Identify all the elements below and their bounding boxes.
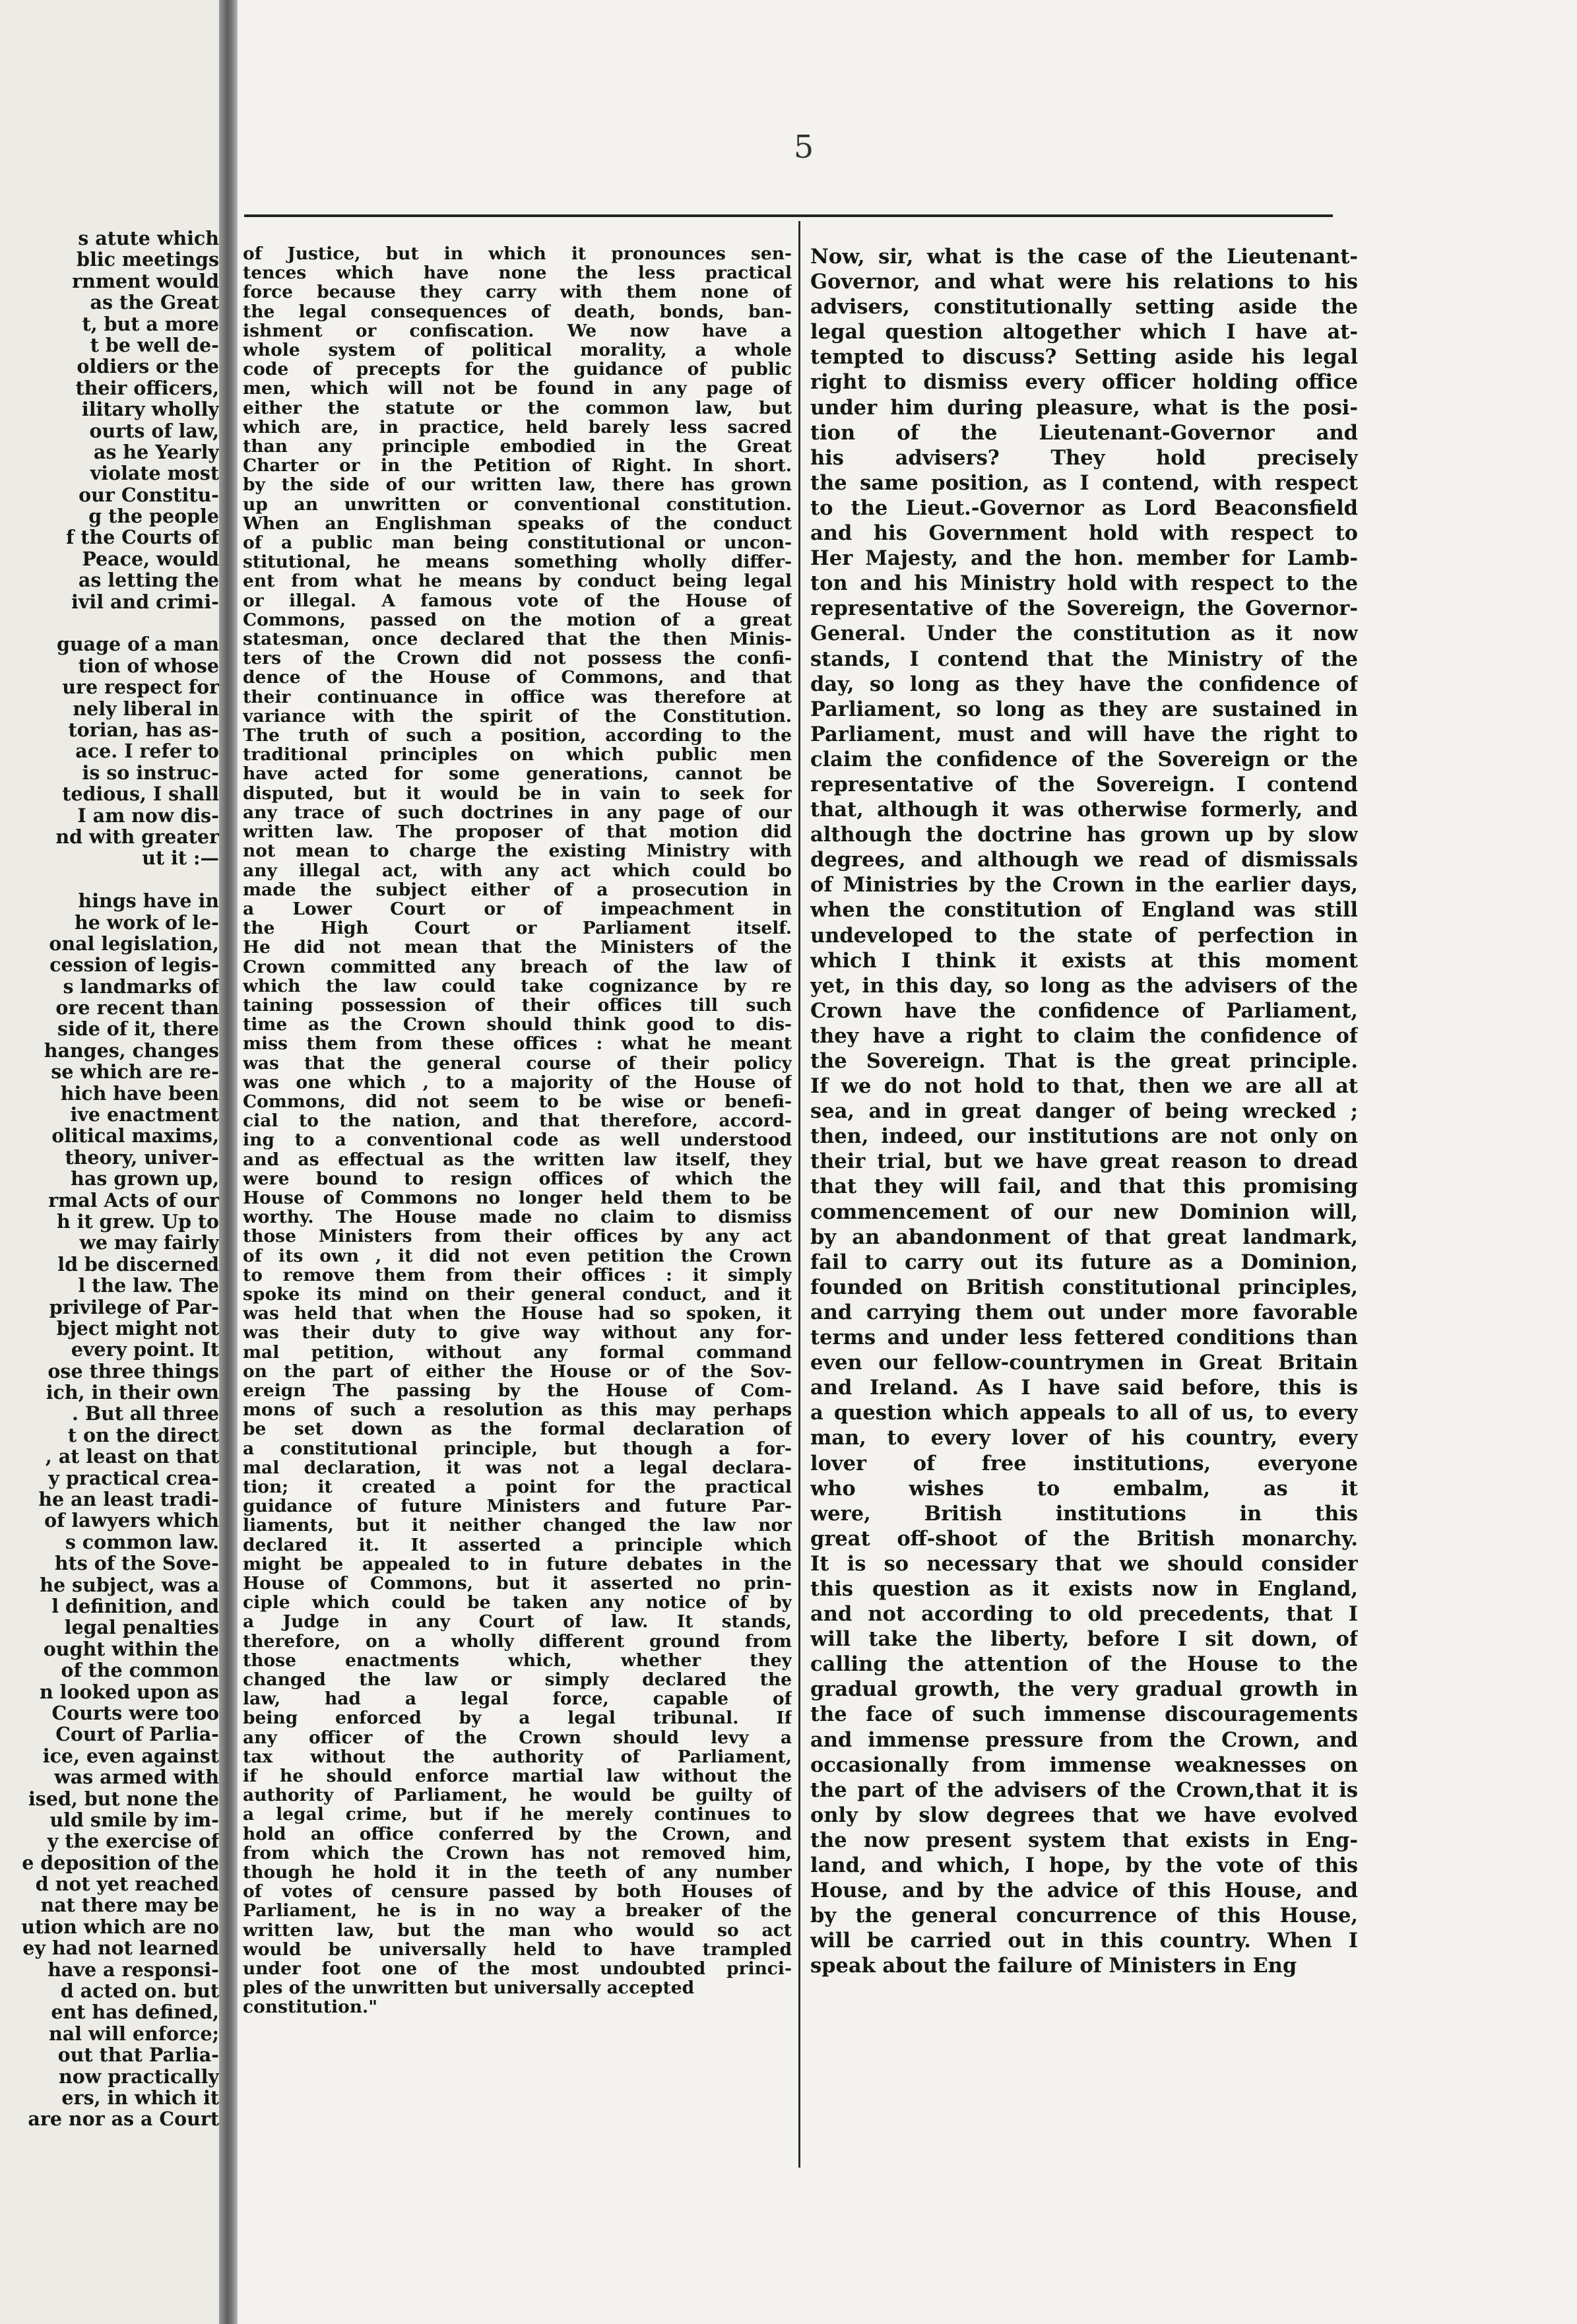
text-line: even our fellow-countrymen in Great Britain [810, 1351, 1358, 1375]
text-line: f the Courts of [66, 526, 219, 549]
text-line: men, which will not be found in any page of [243, 379, 792, 399]
text-line: the High Court or Parliament itself. [243, 919, 792, 938]
text-line: not mean to charge the existing Ministry with [243, 841, 792, 861]
text-line: ich, in their own [46, 1381, 219, 1404]
text-line: legal penalties [64, 1616, 219, 1639]
text-line: ought within the [43, 1637, 219, 1660]
text-line: representative of the Sovereign. I contend [810, 772, 1358, 796]
text-line: s common law. [65, 1530, 219, 1553]
text-line: ton and his Ministry hold with respect to the [810, 571, 1358, 596]
text-line: t on the direct [67, 1423, 219, 1446]
text-line: which I think it exists at this moment [810, 948, 1358, 973]
text-line: those Ministers from their offices by any act [243, 1227, 792, 1246]
text-line: violate most [90, 462, 219, 485]
text-line: as letting the [78, 569, 219, 592]
text-line: now practically [59, 2065, 219, 2088]
text-line: ice, even against [42, 1744, 219, 1767]
text-line: which are, in practice, held barely less sacred [243, 417, 792, 437]
text-line: commencement of our new Dominion will, [810, 1200, 1358, 1224]
text-line: legal question altogether which I have at- [810, 320, 1358, 344]
text-line: their trial, but we have great reason to dread [810, 1149, 1358, 1174]
text-line: He did not mean that the Ministers of the [243, 938, 792, 957]
text-line: d acted on. but [60, 1980, 219, 2003]
text-line: miss them from these offices : what he meant [243, 1034, 792, 1054]
text-line: tion of whose [78, 654, 219, 677]
text-line: any trace of such doctrines in any page of our [243, 802, 792, 823]
text-line: ples of the unwritten but universally accepted [243, 1978, 695, 1998]
text-line: were bound to resign offices of which the [243, 1169, 792, 1188]
text-line: cial to the nation, and that therefore, accord- [243, 1111, 792, 1131]
text-line: nat there may be [40, 1894, 219, 1917]
text-line: out that Parlia- [57, 2044, 219, 2067]
text-line: occasionally from immense weaknesses on [810, 1753, 1358, 1777]
text-line: and not according to old precedents, that I [810, 1602, 1358, 1627]
text-line: d not yet reached [35, 1873, 219, 1896]
text-line: House of Commons no longer held them to be [243, 1188, 792, 1208]
text-line: therefore, on a wholly different ground from [243, 1631, 792, 1651]
text-line: as he Yearly [93, 440, 219, 463]
text-line: a Lower Court or of impeachment in [243, 899, 792, 919]
text-line: a question which appeals to all of us, to every [810, 1401, 1358, 1425]
text-line: ters of the Crown did not possess the confi- [243, 649, 792, 668]
text-line: to remove them from their offices : it simply [243, 1265, 792, 1285]
text-line: Her Majesty, and the hon. member for Lamb- [810, 546, 1358, 571]
book-gutter [219, 0, 238, 2324]
text-line [0, 869, 219, 890]
text-line: a legal crime, but if he merely continues to [243, 1805, 792, 1824]
text-line: of its own , it did not even petition the Crown [243, 1246, 792, 1266]
text-line: of Justice, but in which it pronounces sen- [243, 244, 792, 264]
text-line: ishment or confiscation. We now have a [243, 321, 792, 341]
text-line: Governor, and what were his relations to his [810, 270, 1358, 294]
text-line: torian, has as- [68, 718, 219, 741]
text-line: ing to a conventional code as well understood [243, 1130, 792, 1150]
text-line: he an least tradi- [38, 1488, 219, 1511]
text-line: he work of le- [75, 911, 219, 934]
text-line: time as the Crown should think good to dis- [243, 1015, 792, 1035]
text-line: statesman, once declared that the then Minis- [243, 629, 792, 649]
text-line: have acted for some generations, cannot be [243, 764, 792, 784]
text-line: tax without the authority of Parliament, [243, 1747, 792, 1767]
text-line: any officer of the Crown should levy a [243, 1727, 792, 1747]
text-line: variance with the spirit of the Constitution. [243, 706, 792, 726]
text-line: spoke its mind on their general conduct, and it [243, 1284, 792, 1305]
text-line: Courts were too [51, 1701, 219, 1724]
text-line: their officers, [75, 376, 219, 399]
text-line: The truth of such a position, according to the [243, 726, 792, 746]
text-line: Court of Parlia- [55, 1723, 219, 1746]
text-line: mons of such a resolution as this may perhaps [243, 1400, 792, 1420]
text-line: day, so long as they have the confidence of [810, 672, 1358, 696]
previous-page-column [0, 228, 219, 2130]
text-line: will take the liberty, before I sit down, of [810, 1627, 1358, 1652]
text-line: the part of the advisers of the Crown,that it is [810, 1778, 1358, 1802]
text-line: sea, and in great danger of being wrecked ; [810, 1099, 1358, 1124]
text-line: e deposition of the [22, 1851, 219, 1874]
text-line: on the part of either the House or of the Sov- [243, 1361, 792, 1381]
text-line: hings have in [78, 889, 219, 913]
text-line: by the general concurrence of this House, [810, 1904, 1358, 1928]
text-line: of a public man being constitutional or uncon- [243, 533, 792, 553]
text-line: ilitary wholly [81, 398, 219, 421]
text-line: by an abandonment of that great landmark, [810, 1225, 1358, 1249]
text-line: than any principle embodied in the Great [243, 437, 792, 457]
text-line: force because they carry with them none of [243, 282, 792, 302]
text-line: ent from what he means by conduct being legal [243, 571, 792, 591]
text-line: dence of the House of Commons, and that [243, 668, 792, 688]
text-line: ised, but none the [28, 1787, 219, 1810]
text-line: uld smile by im- [49, 1808, 219, 1831]
text-line: l definition, and [51, 1595, 219, 1617]
text-line: ive enactment [70, 1103, 219, 1126]
text-line: worthy. The House made no claim to dismiss [243, 1208, 792, 1227]
text-line: was armed with [54, 1766, 219, 1789]
text-line: authority of Parliament, he would be guilty of [243, 1786, 792, 1805]
text-line: the face of such immense discouragements [810, 1702, 1358, 1727]
text-line [0, 612, 219, 633]
text-line: cession of legis- [49, 953, 219, 977]
text-line: man, to every lover of his country, every [810, 1426, 1358, 1450]
text-line: ace. I refer to [75, 740, 219, 763]
text-line: representative of the Sovereign, the Governor- [810, 597, 1358, 621]
text-line: mal petition, without any formal command [243, 1342, 792, 1362]
text-line: tion of the Lieutenant-Governor and [810, 420, 1358, 445]
text-line: his advisers? They hold precisely [810, 445, 1358, 470]
text-line: great off-shoot of the British monarchy. [810, 1526, 1358, 1551]
text-line: ose three things [48, 1359, 219, 1382]
text-line: was their duty to give way without any for- [243, 1323, 792, 1343]
text-line: every point. It [71, 1338, 219, 1361]
text-line: written law. The proposer of that motion did [243, 822, 792, 842]
text-line: ers, in which it [61, 2086, 219, 2109]
text-line: hanges, changes [44, 1039, 219, 1062]
text-line: guage of a man [56, 633, 219, 656]
text-line: to the Lieut.-Governor as Lord Beaconsfield [810, 496, 1358, 520]
text-line: this question as it exists now in England, [810, 1576, 1358, 1601]
text-line: House, and by the advice of this House, and [810, 1879, 1358, 1903]
text-line: hich have been [60, 1081, 219, 1105]
text-line: onal legislation, [49, 932, 219, 955]
previous-page-fragment [0, 0, 219, 2324]
text-line: a constitutional principle, but though a for- [243, 1438, 792, 1458]
text-line: speak about the failure of Ministers in Eng [810, 1954, 1297, 1978]
text-line: gradual growth, the very gradual growth in [810, 1677, 1358, 1702]
text-line: being enforced by a legal tribunal. If [243, 1708, 792, 1728]
text-line: ent has defined, [51, 2001, 219, 2024]
text-line: our Constitu- [79, 483, 219, 506]
text-line: ore recent than [55, 996, 219, 1019]
text-line: oldiers or the [77, 355, 219, 378]
text-line: It is so necessary that we should consider [810, 1551, 1358, 1576]
header-rule [244, 214, 1333, 217]
column-divider [798, 221, 800, 2168]
text-line: and as effectual as the written law itself, they [243, 1149, 792, 1169]
text-line: t, but a more [82, 312, 219, 335]
text-line: tion; it created a point for the practical [243, 1477, 792, 1497]
text-line: theory, univer- [65, 1146, 219, 1169]
text-line: advisers, constitutionally setting aside the [810, 295, 1358, 319]
text-line: of lawyers which [44, 1509, 219, 1532]
text-line: guidance of future Ministers and future Par- [243, 1497, 792, 1516]
text-line: hold an office conferred by the Crown, and [243, 1824, 792, 1844]
text-line: code of precepts for the guidance of public [243, 360, 792, 379]
text-line: side of it, there [57, 1017, 219, 1041]
text-line: Parliament, must and will have the right to [810, 722, 1358, 746]
text-line: taining possession of their offices till such [243, 995, 792, 1016]
text-line: ution which are no [21, 1915, 219, 1938]
text-line: any illegal act, with any act which could bo [243, 860, 792, 880]
text-line: law, had a legal force, capable of [243, 1689, 792, 1709]
text-line: founded on British constitutional principles, [810, 1275, 1358, 1299]
text-line: tedious, I shall [62, 783, 219, 806]
text-line: Crown have the confidence of Parliament, [810, 998, 1358, 1023]
text-line: only by slow degrees that we have evolved [810, 1803, 1358, 1827]
text-line: Crown committed any breach of the law of [243, 957, 792, 977]
text-line: When an Englishman speaks of the conduct [243, 513, 792, 534]
text-line: and his Government hold with respect to [810, 521, 1358, 546]
text-line: Commons, did not seem to be wise or benefi- [243, 1091, 792, 1112]
text-line: Now, sir, what is the case of the Lieutenant- [810, 245, 1358, 269]
text-line: might be appealed to in future debates in the [243, 1554, 792, 1574]
text-line: fail to carry out its future as a Dominion, [810, 1250, 1358, 1274]
text-line: House of Commons, but it asserted no prin- [243, 1574, 792, 1594]
text-line: declared it. It asserted a principle which [243, 1535, 792, 1555]
text-line: blic meetings [77, 248, 219, 271]
text-line: and Ireland. As I have said before, this is [810, 1376, 1358, 1400]
text-line: their continuance in office was therefore at [243, 687, 792, 707]
text-line: and carrying them out under more favorable [810, 1300, 1358, 1324]
text-line: by the side of our written law, there has grown [243, 475, 792, 495]
text-line: liaments, but it neither changed the law nor [243, 1516, 792, 1535]
text-line: which the law could take cognizance by re [243, 976, 792, 996]
text-line: I am now dis- [77, 804, 219, 827]
text-line: though he hold it in the teeth of any number [243, 1863, 792, 1883]
text-line: disputed, but it would be in vain to seek for [243, 783, 792, 803]
text-line: nd with greater [55, 825, 219, 848]
text-line: were, British institutions in this [810, 1501, 1358, 1526]
text-line: ciple which could be taken any notice of by [243, 1593, 792, 1613]
text-line: was one which , to a majority of the House of [243, 1072, 792, 1092]
text-line: s landmarks of [63, 975, 219, 998]
text-line: whole system of political morality, a whole [243, 340, 792, 360]
text-line: that they will fail, and that this promising [810, 1175, 1358, 1199]
text-line: if he should enforce martial law without the [243, 1766, 792, 1786]
text-line: who wishes to embalm, as it [810, 1476, 1358, 1501]
text-line: privilege of Par- [49, 1295, 219, 1318]
text-line: ure respect for [62, 676, 219, 699]
text-line: that, although it was otherwise formerly, and [810, 798, 1358, 822]
text-line: would be universally held to have trampled [243, 1939, 792, 1960]
text-line: tempted to discuss? Setting aside his legal [810, 345, 1358, 370]
text-line: lover of free institutions, everyone [810, 1451, 1358, 1475]
text-line: rnment would [72, 269, 219, 292]
text-line: nal will enforce; [48, 2022, 219, 2045]
text-line: General. Under the constitution as it now [810, 622, 1358, 646]
text-line: right to dismiss every officer holding office [810, 370, 1358, 395]
text-line: ut it :— [142, 847, 219, 870]
text-line: s atute which [78, 227, 219, 249]
text-line: l the law. The [78, 1274, 219, 1297]
text-line: as the Great [90, 291, 219, 314]
text-line: the same position, as I contend, with respect [810, 470, 1358, 495]
text-line: made the subject either of a prosecution in [243, 880, 792, 899]
text-line: rmal Acts of our [48, 1188, 219, 1211]
text-line: Peace, would [82, 547, 219, 570]
text-line: ey had not learned [22, 1937, 219, 1960]
text-line: terms and under less fettered conditions than [810, 1326, 1358, 1350]
text-line: If we do not hold to that, then we are all at [810, 1074, 1358, 1099]
text-line: the now present system that exists in Eng- [810, 1828, 1358, 1852]
text-line: Parliament, so long as they are sustained in [810, 697, 1358, 721]
text-line: t be well de- [90, 333, 219, 356]
text-line: nely liberal in [73, 697, 219, 720]
text-line: of Ministries by the Crown in the earlier days, [810, 873, 1358, 897]
text-line: was held that when the House had so spoken, it [243, 1304, 792, 1324]
text-line: traditional principles on which public men [243, 745, 792, 765]
text-line: or illegal. A famous vote of the House of [243, 591, 792, 610]
right-text-column [810, 244, 1358, 1978]
text-line: the legal consequences of death, bonds, ban- [243, 302, 792, 321]
text-line: y practical crea- [48, 1466, 219, 1489]
text-line: g the people [88, 505, 219, 528]
text-line: a Judge in any Court of law. It stands, [243, 1612, 792, 1632]
text-line: and immense pressure from the Crown, and [810, 1727, 1358, 1752]
text-line: we may fairly [79, 1231, 219, 1254]
text-line: Charter or in the Petition of Right. In short. [243, 456, 792, 476]
text-line: ourts of law, [89, 419, 219, 442]
text-line: constitution." [243, 1997, 378, 2017]
text-line: is so instruc- [82, 761, 219, 784]
text-line: undeveloped to the state of perfection in [810, 923, 1358, 948]
text-line: be set down as the formal declaration of [243, 1419, 792, 1439]
text-line: claim the confidence of the Sovereign or the [810, 747, 1358, 771]
text-line: under him during pleasure, what is the posi- [810, 395, 1358, 420]
text-line: h it grew. Up to [56, 1210, 219, 1233]
text-line: has grown up, [71, 1167, 219, 1190]
text-line: n looked upon as [39, 1680, 219, 1703]
text-line: degrees, and although we read of dismissals [810, 848, 1358, 872]
text-line: Parliament, he is in no way a breaker of the [243, 1901, 792, 1921]
text-line: although the doctrine has grown up by slow [810, 823, 1358, 847]
text-line: of votes of censure passed by both Houses of [243, 1882, 792, 1902]
text-line: yet, in this day, so long as the advisers of the [810, 973, 1358, 998]
text-line: he subject, was a [40, 1573, 219, 1596]
text-line: they have a right to claim the confidence of [810, 1023, 1358, 1048]
text-line: up an unwritten or conventional constitution. [243, 494, 792, 514]
text-line: calling the attention of the House to the [810, 1652, 1358, 1677]
text-line: mal declaration, it was not a legal declara- [243, 1458, 792, 1477]
text-line: hts of the Sove- [54, 1552, 219, 1575]
text-line: changed the law or simply declared the [243, 1670, 792, 1690]
text-line: the Sovereign. That is the great principle. [810, 1049, 1358, 1073]
text-line: of the common [61, 1659, 219, 1682]
text-line: se which are re- [51, 1060, 219, 1083]
text-line: land, and which, I hope, by the vote of this [810, 1854, 1358, 1877]
text-line: bject might not [56, 1316, 219, 1340]
text-line: written law, but the man who would so act [243, 1920, 792, 1940]
text-line: Commons, passed on the motion of a great [243, 610, 792, 630]
text-line: when the constitution of England was still [810, 898, 1358, 922]
text-line: stitutional, he means something wholly differ- [243, 552, 792, 572]
text-line: , at least on that [45, 1445, 219, 1468]
text-line: under foot one of the most undoubted princi- [243, 1959, 792, 1979]
text-line: ivil and crimi- [71, 590, 219, 613]
text-line: then, indeed, our institutions are not only on [810, 1124, 1358, 1149]
text-line: y the exercise of [47, 1830, 219, 1853]
text-line: olitical maxims, [51, 1124, 219, 1147]
left-text-column [243, 244, 792, 2017]
text-line: either the statute or the common law, but [243, 398, 792, 418]
page-number: 5 [793, 129, 814, 166]
text-line: from which the Crown has not removed him, [243, 1843, 792, 1863]
text-line: ereign The passing by the House of Com- [243, 1380, 792, 1401]
text-line: stands, I contend that the Ministry of the [810, 647, 1358, 671]
text-line: tences which have none the less practical [243, 263, 792, 283]
text-line: . But all three [72, 1402, 219, 1425]
text-line: ld be discerned [57, 1252, 219, 1275]
text-line: will be carried out in this country. When I [810, 1929, 1358, 1953]
text-line: was that the general course of their policy [243, 1053, 792, 1073]
text-line: those enactments which, whether they [243, 1650, 792, 1671]
text-line: are nor as a Court [28, 2108, 219, 2131]
text-line: have a responsi- [48, 1958, 219, 1981]
